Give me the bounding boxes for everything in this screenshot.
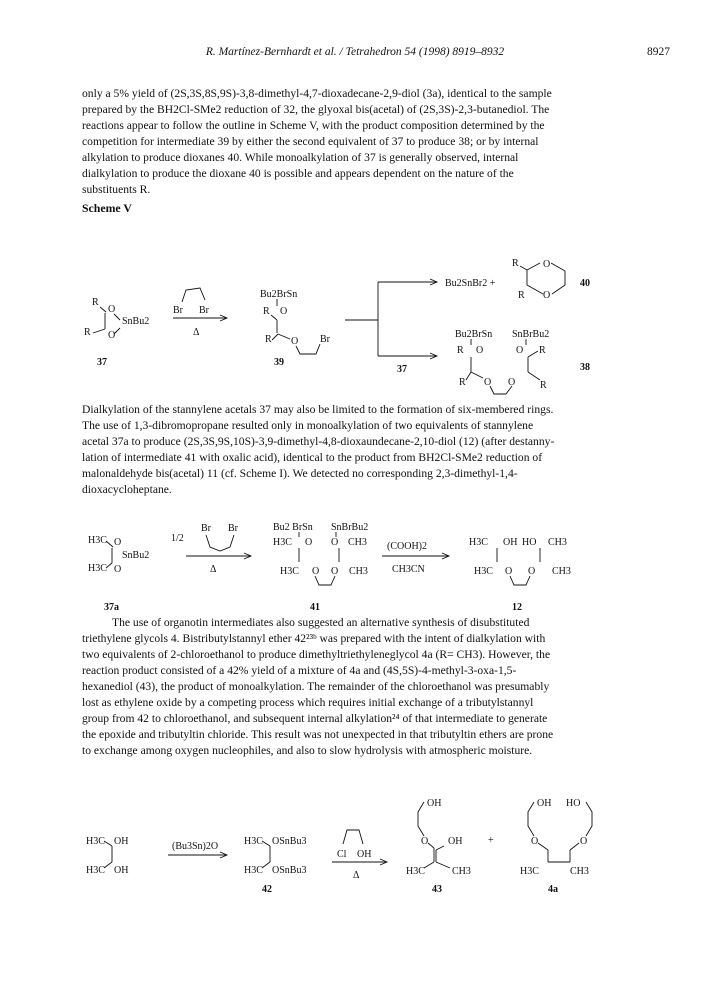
solvent-ch3cn: CH3CN — [392, 564, 425, 575]
text-line: dioxacycloheptane. — [82, 483, 172, 496]
r-label: R — [540, 380, 547, 391]
text-line: group from 42 to chloroethanol, and subsequent internal alkylation²⁴ of that intermediate to generate — [82, 712, 548, 725]
oh-label: OH — [427, 798, 442, 809]
h3c-label: H3C — [244, 865, 263, 876]
o-label: O — [421, 836, 429, 847]
h3c-label: H3C — [273, 537, 292, 548]
text-line: the epoxide and tributyltin chloride. This result was not unexpected in that tributyltin ethers are prone — [82, 728, 554, 741]
o-label: O — [476, 345, 484, 356]
text-line: dialkylation to produce the dioxane 40 is possible and appears dependent on the nature of the — [82, 167, 514, 180]
osnbu3-label: OSnBu3 — [272, 836, 307, 847]
r-label: R — [459, 377, 466, 388]
ch3-label: CH3 — [348, 537, 367, 548]
h3c-label: H3C — [88, 535, 107, 546]
text-line: The use of 1,3-dibromopropane resulted only in monoalkylation of two equivalents of stannylene — [82, 419, 534, 432]
o-label: O — [114, 537, 122, 548]
text-line: only a 5% yield of (2S,3S,8S,9S)-3,8-dimethyl-4,7-dioxadecane-2,9-diol (3a), identical to the sample — [82, 87, 552, 100]
br-label: Br — [228, 523, 238, 534]
bu2brsn-label: Bu2BrSn — [260, 289, 298, 300]
o-label: O — [331, 537, 339, 548]
oh-label: OH — [114, 865, 129, 876]
reagent-bu3sn2o: (Bu3Sn)2O — [172, 841, 219, 852]
o-label: O — [516, 345, 524, 356]
o-label: O — [305, 537, 313, 548]
text-line: reactions appear to follow the outline in Scheme V, with the product composition determined by the — [82, 119, 545, 132]
oh-label: OH — [448, 836, 463, 847]
ch3-label: CH3 — [552, 566, 571, 577]
ch3-label: CH3 — [548, 537, 567, 548]
page-number: 8927 — [647, 46, 670, 58]
text-line: triethylene glycols 4. Bistributylstannyl ether 42²³ᵇ was prepared with the intent of dialkylation with — [82, 632, 546, 645]
o-label: O — [508, 377, 516, 388]
text-line: substituents R. — [82, 183, 151, 196]
compound-label-37a: 37a — [104, 602, 119, 613]
compound-label-37: 37 — [97, 357, 107, 368]
text-line: two equivalents of 2-chloroethanol to produce dimethyltriethyleneglycol 4a (R= CH3). However, the — [82, 648, 551, 661]
oh-label: OH — [503, 537, 518, 548]
text-line: The use of organotin intermediates also suggested an alternative synthesis of disubstituted — [112, 616, 530, 629]
r-label: R — [539, 345, 546, 356]
r-label: R — [457, 345, 464, 356]
br-label: Br — [320, 334, 330, 345]
oh-label: OH — [537, 798, 552, 809]
oh-label: OH — [357, 849, 372, 860]
snbu2-label: SnBu2 — [122, 316, 150, 327]
ch3-label: CH3 — [452, 866, 471, 877]
delta-label: Δ — [210, 564, 217, 575]
oh-label: OH — [114, 836, 129, 847]
text-line: prepared by the BH2Cl-SMe2 reduction of 32, the glyoxal bis(acetal) of (2S,3S)-2,3-butanediol. The — [82, 103, 550, 116]
text-line: acetal 37a to produce (2S,3S,9S,10S)-3,9-dimethyl-4,8-dioxaundecane-2,10-diol (12) (after destanny- — [82, 435, 555, 448]
bu2brsn-label: Bu2 BrSn — [273, 522, 313, 533]
o-label: O — [528, 566, 536, 577]
text-line: lation of intermediate 41 with oxalic acid), identical to the product from BH2Cl-SMe2 reduction of — [82, 451, 543, 464]
text-line: reaction product consisted of a 42% yield of a mixture of 4a and (4S,5S)-4-methyl-3-oxa-1,5- — [82, 664, 517, 677]
snbrbu2-label: SnBrBu2 — [512, 329, 550, 340]
h3c-label: H3C — [280, 566, 299, 577]
reagent-cooh2: (COOH)2 — [387, 541, 427, 552]
r-label: R — [512, 258, 519, 269]
scheme-title: Scheme V — [82, 201, 132, 215]
h3c-label: H3C — [406, 866, 425, 877]
compound-label-41: 41 — [310, 602, 320, 613]
o-label: O — [580, 836, 588, 847]
compound-label-37: 37 — [397, 364, 407, 375]
r-label: R — [263, 306, 270, 317]
o-label: O — [280, 306, 288, 317]
text-line: alkylation to produce dioxanes 40. While monoalkylation of 37 is generally observed, internal — [82, 151, 519, 164]
r-label: R — [518, 290, 525, 301]
text-line: to exchange among oxygen nucleophiles, and also to slow hydrolysis with atmospheric moisture. — [82, 744, 533, 757]
plus-sign: + — [488, 835, 494, 846]
o-label: O — [543, 259, 551, 270]
delta-label: Δ — [353, 870, 360, 881]
h3c-label: H3C — [86, 836, 105, 847]
br-label: Br — [199, 305, 209, 316]
compound-label-12: 12 — [512, 602, 522, 613]
o-label: O — [108, 330, 116, 341]
ho-label: HO — [566, 798, 581, 809]
o-label: O — [543, 290, 551, 301]
text-line: lost as ethylene oxide by a competing process which requires initial exchange of a tributylstannyl — [82, 696, 534, 709]
o-label: O — [505, 566, 513, 577]
ch3-label: CH3 — [570, 866, 589, 877]
h3c-label: H3C — [520, 866, 539, 877]
text-line: malonaldehyde bis(acetal) 11 (cf. Scheme I). We detected no corresponding 2,3-dimethyl-1,4- — [82, 467, 518, 480]
o-label: O — [484, 377, 492, 388]
compound-label-38: 38 — [580, 362, 590, 373]
cl-label: Cl — [337, 849, 347, 860]
snbu2-label: SnBu2 — [122, 550, 150, 561]
o-label: O — [291, 336, 299, 347]
br-label: Br — [173, 305, 183, 316]
h3c-label: H3C — [474, 566, 493, 577]
r-label: R — [92, 297, 99, 308]
r-label: R — [265, 334, 272, 345]
text-line: hexanediol (43), the product of monoalkylation. The remainder of the chloroethanol was presumably — [82, 680, 550, 693]
br-label: Br — [201, 523, 211, 534]
text-line: Dialkylation of the stannylene acetals 37 may also be limited to the formation of six-membered rings. — [82, 403, 554, 416]
o-label: O — [312, 566, 320, 577]
o-label: O — [114, 564, 122, 575]
compound-label-43: 43 — [432, 884, 442, 895]
compound-label-4a: 4a — [548, 884, 558, 895]
osnbu3-label: OSnBu3 — [272, 865, 307, 876]
o-label: O — [531, 836, 539, 847]
h3c-label: H3C — [88, 563, 107, 574]
compound-label-40: 40 — [580, 278, 590, 289]
compound-label-39: 39 — [274, 357, 284, 368]
h3c-label: H3C — [244, 836, 263, 847]
r-label: R — [84, 327, 91, 338]
h3c-label: H3C — [469, 537, 488, 548]
bu2snbr2-label: Bu2SnBr2 + — [445, 278, 496, 289]
ch3-label: CH3 — [349, 566, 368, 577]
o-label: O — [108, 304, 116, 315]
bu2brsn-label: Bu2BrSn — [455, 329, 493, 340]
o-label: O — [331, 566, 339, 577]
h3c-label: H3C — [86, 865, 105, 876]
delta-label: Δ — [193, 327, 200, 338]
text-line: competition for intermediate 39 by either the second equivalent of 37 to produce 38; or by internal — [82, 135, 539, 148]
ho-label: HO — [522, 537, 537, 548]
half-label: 1/2 — [171, 533, 184, 544]
running-title: R. Martínez-Bernhardt et al. / Tetrahedron 54 (1998) 8919–8932 — [205, 46, 505, 58]
snbrbu2-label: SnBrBu2 — [331, 522, 369, 533]
compound-label-42: 42 — [262, 884, 272, 895]
